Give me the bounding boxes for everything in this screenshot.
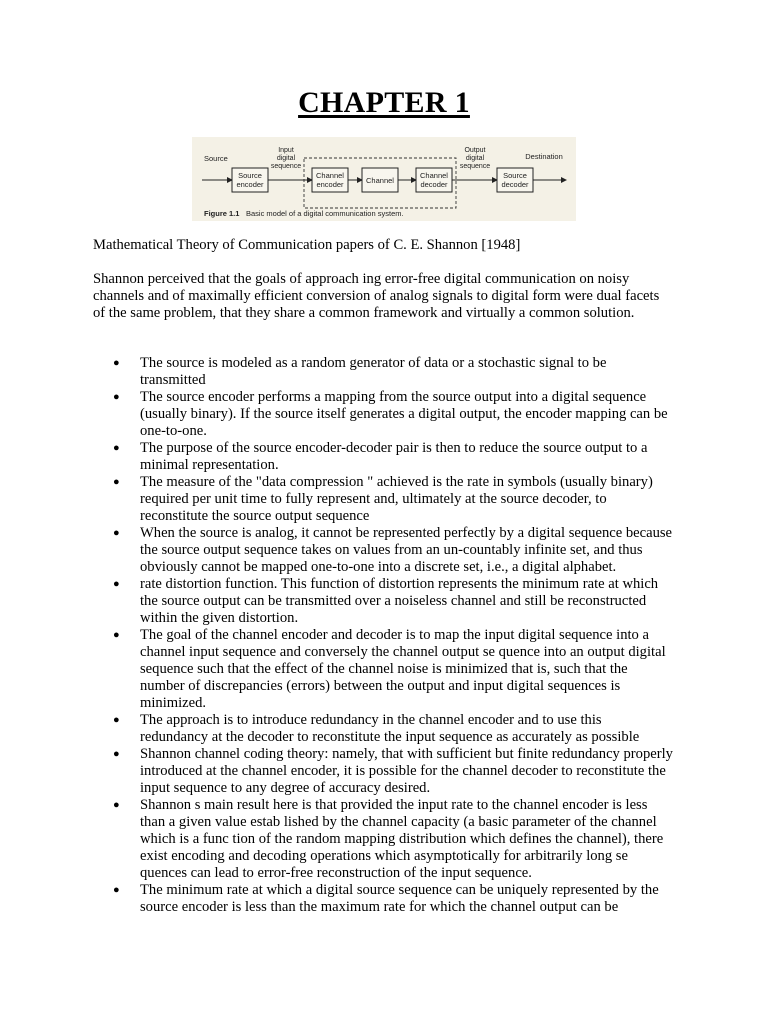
block-diagram: [192, 137, 576, 221]
list-item: [93, 355, 673, 389]
block-diagram-figure: [192, 137, 576, 221]
source-decoder-label-2: decoder: [501, 180, 529, 189]
input-label-1: Input: [278, 147, 294, 154]
intro-title: Mathematical Theory of Communication papers of C. E. Shannon [1948]: [93, 237, 521, 253]
channel-decoder-label-1: Channel: [420, 171, 448, 180]
output-label-2: digital: [465, 155, 485, 162]
source-encoder-label-1: Source: [238, 171, 262, 180]
list-item: [93, 440, 673, 474]
list-item: [93, 712, 673, 746]
bullet-icon: ●: [113, 629, 120, 641]
bullet-icon: ●: [113, 714, 120, 726]
list-item-text: Shannon channel coding theory: namely, that with sufficient but finite redundancy properly introduced at the channel encoder, it is possible for the channel decoder to reconstitute the input sequence to any degree of accuracy desired.: [140, 746, 673, 796]
list-item-text: When the source is analog, it cannot be represented perfectly by a digital sequence because the source output sequence takes on values from an un-countably infinite set, and thus obviously cannot be mapped one-to-one into a discrete set, i.e., a digital alphabet.: [140, 525, 673, 575]
chapter-title: CHAPTER 1: [298, 86, 470, 119]
source-encoder-label-2: encoder: [236, 180, 264, 189]
bullet-icon: ●: [113, 884, 120, 896]
list-item: [93, 746, 673, 797]
list-item-text: The minimum rate at which a digital source sequence can be uniquely represented by the source encoder is less than the maximum rate for which the channel output can be: [140, 882, 659, 915]
list-item: [93, 389, 673, 440]
list-item: [93, 474, 673, 525]
bullet-icon: ●: [113, 799, 120, 811]
input-label-2: digital: [276, 155, 296, 162]
bullet-icon: ●: [113, 476, 120, 488]
bullet-list: [93, 355, 673, 916]
list-item: [93, 797, 673, 882]
bullet-icon: ●: [113, 442, 120, 454]
output-label-1: Output: [464, 147, 486, 154]
list-item: [93, 627, 673, 712]
channel-decoder-label-2: decoder: [420, 180, 448, 189]
channel-encoder-label-2: encoder: [316, 180, 344, 189]
list-item: [93, 882, 673, 916]
list-item-text: The approach is to introduce redundancy in the channel encoder and to use this redundancy at the decoder to reconstitute the input sequence as accurately as possible: [140, 712, 640, 745]
bullet-icon: ●: [113, 578, 120, 590]
list-item: [93, 576, 673, 627]
list-item-text: rate distortion function. This function of distortion represents the minimum rate at which the source output can be transmitted over a noiseless channel and still be reconstructed within the given distortion.: [140, 576, 659, 626]
list-item-text: Shannon s main result here is that provided the input rate to the channel encoder is less than a given value estab lished by the channel capacity (a basic parameter of the channel which is a func tion of the random mapping distribution which defines the channel), there exist encoding and decoding operations which asymptotically for arbitrarily long se quences can lead to error-free reconstruction of the input sequence.: [140, 797, 664, 881]
list-item: [93, 525, 673, 576]
list-item-text: The goal of the channel encoder and decoder is to map the input digital sequence into a channel input sequence and conversely the channel output se quence into an output digital sequence such that the effect of the channel noise is minimized that is, such that the number of discrepancies (errors) between the output and input digital sequences is minimized.: [140, 627, 666, 711]
list-item-text: The source encoder performs a mapping from the source output into a digital sequence (usually binary). If the source itself generates a digital output, the encoder mapping can be one-to-one.: [140, 389, 668, 439]
list-item-text: The source is modeled as a random generator of data or a stochastic signal to be transmitted: [140, 355, 607, 388]
intro-paragraph: Shannon perceived that the goals of approach ing error-free digital communication on noisy channels and of maximally efficient conversion of analog signals to digital form were dual facets of the same problem, that they share a common framework and virtually a common solution.: [93, 271, 660, 321]
source-decoder-label-1: Source: [503, 171, 527, 180]
channel-label: Channel: [366, 176, 394, 185]
figure-caption-text: Basic model of a digital communication system.: [246, 209, 404, 218]
destination-label: Destination: [525, 152, 563, 161]
channel-encoder-label-1: Channel: [316, 171, 344, 180]
bullet-icon: ●: [113, 527, 120, 539]
bullet-icon: ●: [113, 391, 120, 403]
figure-caption-label: Figure 1.1: [204, 209, 240, 218]
bullet-icon: ●: [113, 357, 120, 369]
list-item-text: The purpose of the source encoder-decoder pair is then to reduce the source output to a minimal representation.: [140, 440, 648, 473]
list-item-text: The measure of the "data compression " achieved is the rate in symbols (usually binary) required per unit time to fully represent and, ultimately at the source decoder, to reconstitute the source output sequence: [140, 474, 653, 524]
input-label-3: sequence: [270, 163, 302, 170]
bullet-icon: ●: [113, 748, 120, 760]
source-label: Source: [204, 154, 228, 163]
output-label-3: sequence: [459, 163, 491, 170]
